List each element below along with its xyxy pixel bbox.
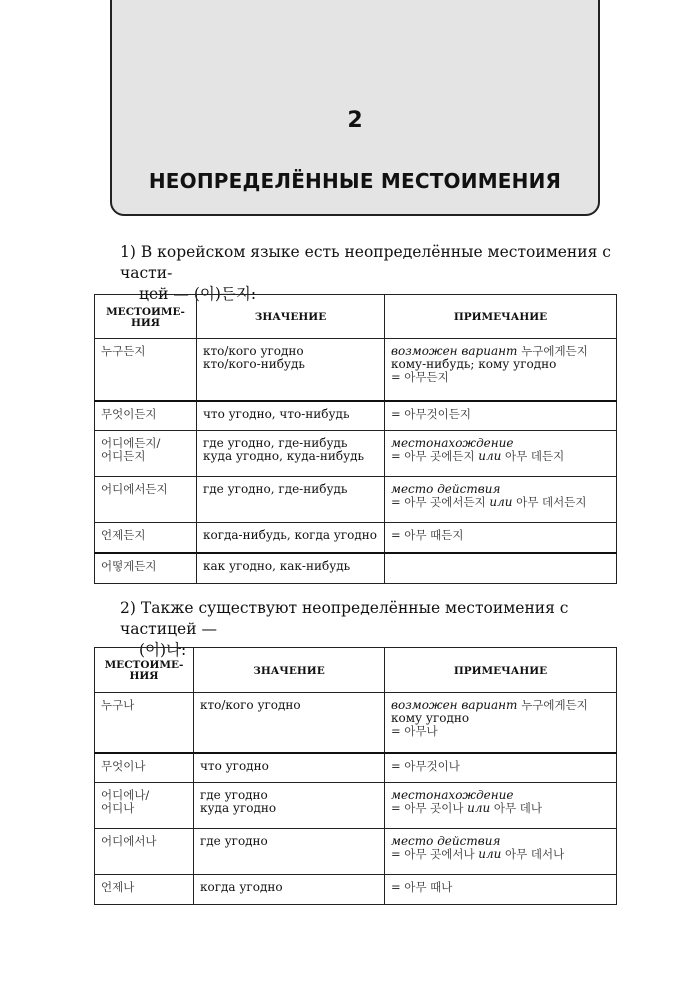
meaning-text: что угодно (200, 758, 269, 773)
pronoun-cell (95, 523, 197, 553)
header-note: ПРИМЕЧАНИЕ (385, 295, 617, 339)
note-line (391, 848, 610, 861)
table-row (95, 431, 617, 477)
note-cell (385, 783, 617, 829)
pronoun-cell (95, 753, 194, 783)
meaning-text: как угодно, как-нибудь (203, 558, 351, 573)
paragraph-2-number: 2) (120, 599, 136, 617)
pronoun-text: 무엇이나 (101, 758, 146, 773)
table-row (95, 753, 617, 783)
chapter-header-box (110, 0, 600, 216)
note-korean: = 아무 때나 (391, 880, 453, 894)
note-italic-or: или (489, 495, 513, 509)
table-row (95, 523, 617, 553)
note-text: кому угодно (391, 711, 470, 725)
note-line (391, 760, 610, 773)
pronoun-text: 누구나 (101, 698, 135, 712)
pronoun-text: 언제나 (101, 880, 135, 894)
note-korean: = 아무 곳에서든지 (391, 495, 490, 509)
meaning-cell (197, 431, 385, 477)
note-line (391, 450, 610, 463)
note-italic: местонахождение (391, 436, 514, 450)
pronoun-cell (95, 339, 197, 401)
table-row (95, 553, 617, 584)
meaning-text: куда угодно, куда-нибудь (203, 449, 365, 463)
meaning-cell (194, 875, 385, 905)
header-pronouns: МЕСТОИМЕ-НИЯ (95, 648, 194, 693)
pronoun-text: 어디에서든지 (101, 482, 168, 496)
note-korean: = 아무 곳에든지 (391, 449, 479, 463)
table-header-row (95, 295, 617, 339)
pronoun-cell (95, 783, 194, 829)
note-cell (385, 523, 617, 553)
table-row (95, 875, 617, 905)
pronoun-cell (95, 477, 197, 523)
table-row (95, 477, 617, 523)
pronoun-text: 어디에서나 (101, 834, 157, 848)
meaning-text: что угодно, что-нибудь (203, 406, 350, 421)
pronoun-cell (95, 553, 197, 584)
header-meaning: ЗНАЧЕНИЕ (194, 648, 385, 693)
note-korean: 아무 데나 (490, 801, 543, 815)
note-line (391, 802, 610, 815)
note-line (391, 529, 610, 542)
meaning-text: кто/кого угодно (200, 698, 301, 712)
paragraph-1-line2: цей — (이)든지: (139, 285, 257, 303)
meaning-text: куда угодно (200, 801, 277, 815)
note-korean: 아무 데서나 (501, 847, 565, 861)
note-korean: = 아무나 (391, 724, 438, 738)
meaning-text: где угодно (200, 788, 268, 802)
note-italic: возможен вариант (391, 344, 522, 358)
paragraph-2-line2: (이)나: (139, 641, 187, 659)
table-row (95, 339, 617, 401)
table-na (94, 647, 617, 905)
pronoun-text: 어디든지 (101, 449, 146, 463)
note-italic: место действия (391, 482, 501, 496)
chapter-number: 2 (347, 108, 363, 133)
pronoun-text: 어디에든지/ (101, 436, 161, 450)
note-korean: 누구에게든지 (521, 344, 588, 358)
note-italic: местонахождение (391, 788, 514, 802)
note-italic-or: или (478, 449, 502, 463)
pronoun-text: 언제든지 (101, 528, 146, 542)
meaning-cell (194, 753, 385, 783)
note-text: кому-нибудь; кому угодно (391, 357, 557, 371)
note-line (391, 725, 610, 738)
paragraph-1-line1: В корейском языке есть неопределённые местоимения с части- (120, 243, 611, 282)
pronoun-cell (95, 693, 194, 753)
table-row (95, 401, 617, 431)
note-cell (385, 431, 617, 477)
meaning-cell (197, 477, 385, 523)
note-korean: = 아무 곳이나 (391, 801, 468, 815)
note-korean: 아무 데서든지 (512, 495, 587, 509)
header-meaning: ЗНАЧЕНИЕ (197, 295, 385, 339)
meaning-text: кто/кого угодно (203, 344, 304, 358)
chapter-title: НЕОПРЕДЕЛЁННЫЕ МЕСТОИМЕНИЯ (148, 169, 562, 193)
note-cell (385, 477, 617, 523)
paragraph-1-number: 1) (120, 243, 136, 261)
meaning-text: где угодно (200, 834, 268, 848)
header-note: ПРИМЕЧАНИЕ (385, 648, 617, 693)
note-italic: место действия (391, 834, 501, 848)
meaning-cell (197, 523, 385, 553)
note-korean: = 아무 곳에서나 (391, 847, 479, 861)
meaning-text: где угодно, где-нибудь (203, 436, 348, 450)
note-cell (385, 693, 617, 753)
pronoun-cell (95, 875, 194, 905)
meaning-text: когда угодно (200, 880, 283, 894)
meaning-text: кто/кого-нибудь (203, 357, 305, 371)
note-line (391, 408, 610, 421)
note-korean: = 아무것이나 (391, 758, 460, 773)
paragraph-2-line1: Также существуют неопределённые местоимения с частицей — (120, 599, 569, 638)
note-korean: = 아무 때든지 (391, 528, 464, 542)
note-cell (385, 875, 617, 905)
meaning-cell (194, 829, 385, 875)
meaning-cell (197, 401, 385, 431)
pronoun-cell (95, 829, 194, 875)
note-line (391, 371, 610, 384)
note-cell (385, 401, 617, 431)
note-line (391, 881, 610, 894)
note-cell (385, 753, 617, 783)
note-korean: 아무 데든지 (501, 449, 565, 463)
note-line (391, 496, 610, 509)
note-italic: возможен вариант (391, 698, 522, 712)
pronoun-text: 어디나 (101, 801, 135, 815)
pronoun-text: 어떻게든지 (101, 558, 157, 573)
note-cell (385, 553, 617, 584)
pronoun-cell (95, 431, 197, 477)
meaning-cell (197, 339, 385, 401)
pronoun-text: 누구든지 (101, 344, 146, 358)
meaning-cell (194, 783, 385, 829)
table-header-row (95, 648, 617, 693)
header-pronouns: МЕСТОИМЕ-НИЯ (95, 295, 197, 339)
note-korean: = 아무든지 (391, 370, 449, 384)
pronoun-text: 어디에나/ (101, 788, 150, 802)
note-cell (385, 339, 617, 401)
meaning-text: где угодно, где-нибудь (203, 482, 348, 496)
pronoun-text: 무엇이든지 (101, 406, 157, 421)
note-italic-or: или (478, 847, 502, 861)
note-korean: 누구에게든지 (521, 698, 588, 712)
note-italic-or: или (467, 801, 491, 815)
note-korean: = 아무것이든지 (391, 406, 471, 421)
pronoun-cell (95, 401, 197, 431)
table-dunji (94, 294, 617, 584)
meaning-cell (194, 693, 385, 753)
meaning-cell (197, 553, 385, 584)
note-cell (385, 829, 617, 875)
table-row (95, 829, 617, 875)
meaning-text: когда-нибудь, когда угодно (203, 528, 377, 542)
table-row (95, 783, 617, 829)
table-row (95, 693, 617, 753)
